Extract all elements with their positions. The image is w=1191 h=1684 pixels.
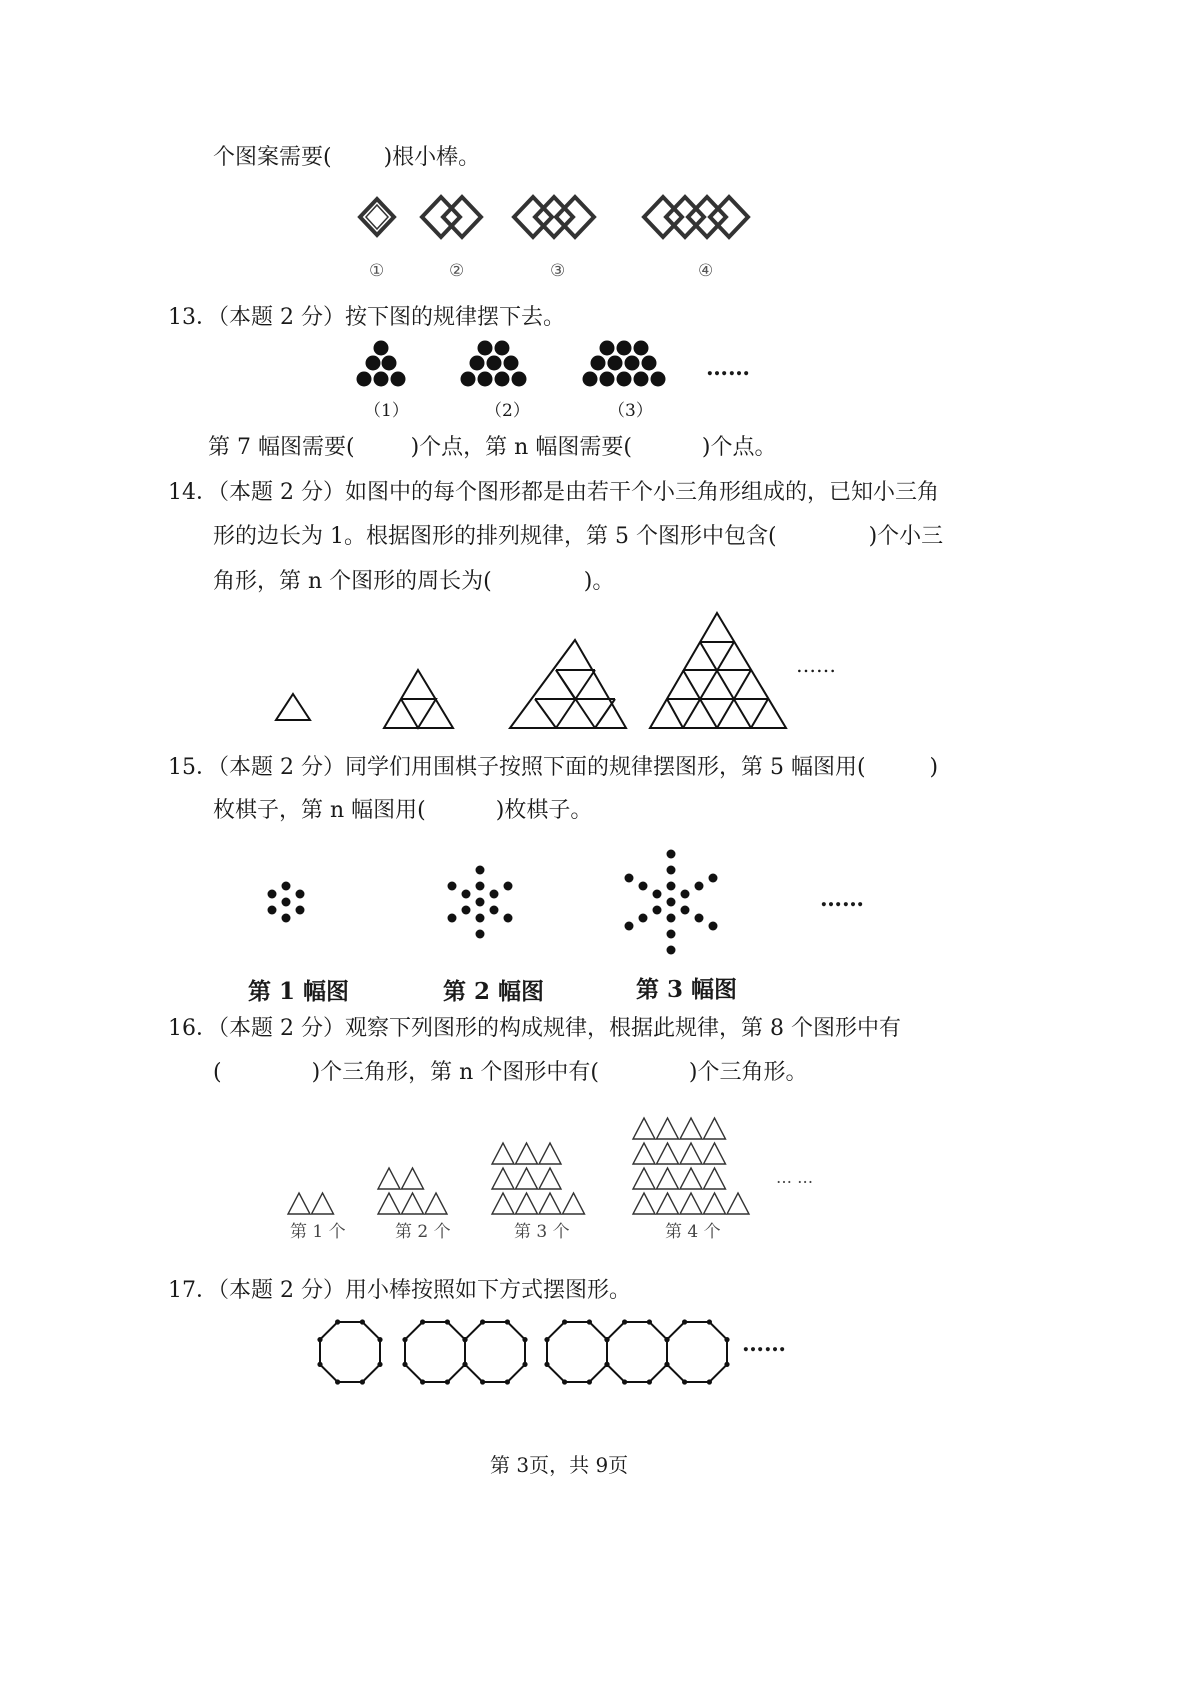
- q17-octagon-figures: [300, 1310, 740, 1390]
- q14-figure-4: [650, 613, 786, 728]
- q12-caption-3: ③: [550, 261, 566, 281]
- q16-small-triangle: [727, 1193, 749, 1214]
- q17-joint-dot: [360, 1379, 365, 1384]
- q14-figure-3: [510, 640, 626, 728]
- q17-joint-dot: [505, 1379, 510, 1384]
- q16-caption-4: 第 4 个: [665, 1222, 721, 1242]
- q13-stem: 13．（本题 2 分）按下图的规律摆下去。: [168, 305, 565, 330]
- q16-triangle-grids: [280, 1110, 780, 1220]
- q16-small-triangle: [539, 1168, 561, 1189]
- q12-caption-4: ④: [698, 261, 714, 281]
- q17-joint-dot: [462, 1362, 467, 1367]
- q16-small-triangle: [680, 1193, 702, 1214]
- q15-figure-1: [268, 882, 305, 923]
- q16-caption-1: 第 1 个: [290, 1222, 346, 1242]
- q12-figure-4: [644, 197, 748, 237]
- q16-line-2-a: (: [213, 1060, 222, 1085]
- q17-joint-dot: [377, 1362, 382, 1367]
- q17-joint-dot: [664, 1362, 669, 1367]
- q16-small-triangle: [657, 1168, 679, 1189]
- q17-joint-dot: [622, 1319, 627, 1324]
- q17-octagon: [320, 1322, 380, 1382]
- q13-answer-a: 第 7 幅图需要(: [208, 435, 355, 460]
- q17-joint-dot: [335, 1319, 340, 1324]
- q17-figure-2: [402, 1319, 527, 1384]
- q16-small-triangle: [704, 1143, 726, 1164]
- q12-text-start: 个图案需要(: [213, 145, 332, 170]
- q12-diamond-figures: [340, 185, 800, 255]
- q16-figure-4: [633, 1118, 749, 1214]
- q16-small-triangle: [425, 1193, 447, 1214]
- q17-ellipsis: ……: [742, 1331, 786, 1357]
- q16-small-triangle: [516, 1143, 538, 1164]
- q15-figure-2: [448, 866, 513, 939]
- q16-caption-2: 第 2 个: [395, 1222, 451, 1242]
- q17-joint-dot: [480, 1319, 485, 1324]
- q12-figure-3: [514, 197, 594, 237]
- q17-joint-dot: [420, 1379, 425, 1384]
- q16-small-triangle: [704, 1118, 726, 1139]
- q15-ellipsis: ……: [820, 886, 864, 912]
- q16-small-triangle: [680, 1168, 702, 1189]
- q13-figure-2: [461, 341, 527, 387]
- q16-figure-1: [288, 1193, 334, 1214]
- q13-answer-b: )个点，第 n 幅图需要(: [410, 435, 632, 460]
- q16-small-triangle: [657, 1143, 679, 1164]
- q17-joint-dot: [562, 1379, 567, 1384]
- q17-joint-dot: [707, 1319, 712, 1324]
- q13-caption-1: （1）: [364, 401, 409, 421]
- q17-joint-dot: [622, 1379, 627, 1384]
- q17-joint-dot: [317, 1337, 322, 1342]
- q14-figure-1: [276, 694, 310, 720]
- q13-caption-3: （3）: [608, 401, 653, 421]
- q17-joint-dot: [505, 1319, 510, 1324]
- q12-text-end: )根小棒。: [383, 145, 481, 170]
- q17-figure-3: [544, 1319, 729, 1384]
- q13-answer-line: [208, 437, 777, 459]
- q13-figure-1: [357, 341, 406, 387]
- q16-small-triangle: [402, 1193, 424, 1214]
- q17-joint-dot: [445, 1319, 450, 1324]
- q15-line-2-a: 枚棋子，第 n 幅图用(: [213, 798, 426, 823]
- q15-caption-1: 第 1 幅图: [248, 978, 350, 1005]
- q17-joint-dot: [377, 1337, 382, 1342]
- q17-octagon: [547, 1322, 607, 1382]
- q17-joint-dot: [402, 1337, 407, 1342]
- q14-line-2-b: )个小三: [868, 524, 944, 549]
- q15-figure-3: [625, 850, 718, 955]
- q14-ellipsis: ……: [796, 653, 836, 677]
- q17-joint-dot: [462, 1337, 467, 1342]
- q12-figure-1: [360, 199, 394, 235]
- q16-small-triangle: [492, 1168, 514, 1189]
- q16-line-1: 16．（本题 2 分）观察下列图形的构成规律，根据此规律，第 8 个图形中有: [168, 1016, 901, 1041]
- q15-line-1-b: ): [929, 755, 939, 780]
- q16-caption-3: 第 3 个: [514, 1222, 570, 1242]
- q17-joint-dot: [480, 1379, 485, 1384]
- q16-small-triangle: [492, 1193, 514, 1214]
- q12-caption-2: ②: [449, 261, 465, 281]
- q16-small-triangle: [312, 1193, 334, 1214]
- q14-line-3-a: 角形，第 n 个图形的周长为(: [213, 569, 492, 594]
- q17-joint-dot: [724, 1362, 729, 1367]
- q15-caption-2: 第 2 幅图: [443, 978, 545, 1005]
- q16-small-triangle: [563, 1193, 585, 1214]
- q17-joint-dot: [335, 1379, 340, 1384]
- page-footer: 第 3页，共 9页: [490, 1453, 629, 1477]
- q15-line-1: [168, 757, 938, 779]
- q17-octagon: [667, 1322, 727, 1382]
- q16-small-triangle: [704, 1168, 726, 1189]
- q16-line-2: [213, 1062, 808, 1084]
- q13-figure-3: [583, 341, 666, 387]
- q14-figure-2: [384, 670, 453, 728]
- q13-ellipsis: ……: [706, 355, 750, 381]
- q17-joint-dot: [587, 1379, 592, 1384]
- q16-small-triangle: [492, 1143, 514, 1164]
- q17-joint-dot: [562, 1319, 567, 1324]
- q17-joint-dot: [587, 1319, 592, 1324]
- q17-octagon: [405, 1322, 465, 1382]
- q16-small-triangle: [288, 1193, 310, 1214]
- q17-joint-dot: [445, 1379, 450, 1384]
- q16-line-2-c: )个三角形。: [688, 1060, 808, 1085]
- q16-small-triangle: [680, 1143, 702, 1164]
- q17-joint-dot: [544, 1362, 549, 1367]
- q17-joint-dot: [682, 1379, 687, 1384]
- q17-figure-1: [317, 1319, 382, 1384]
- q15-line-1-a: 15．（本题 2 分）同学们用围棋子按照下面的规律摆图形，第 5 幅图用(: [168, 755, 866, 780]
- q15-line-2: [213, 800, 592, 822]
- q15-go-stone-figures: [250, 830, 890, 970]
- q16-small-triangle: [516, 1193, 538, 1214]
- q14-line-1: 14．（本题 2 分）如图中的每个图形都是由若干个小三角形组成的，已知小三角: [168, 480, 939, 505]
- q15-line-2-b: )枚棋子。: [495, 798, 593, 823]
- q17-joint-dot: [604, 1362, 609, 1367]
- q15-caption-3: 第 3 幅图: [636, 976, 738, 1003]
- q16-small-triangle: [680, 1118, 702, 1139]
- q17-joint-dot: [604, 1337, 609, 1342]
- q16-small-triangle: [402, 1168, 424, 1189]
- q16-small-triangle: [516, 1168, 538, 1189]
- q13-caption-2: （2）: [485, 401, 530, 421]
- q17-joint-dot: [402, 1362, 407, 1367]
- q12-caption-1: ①: [369, 261, 385, 281]
- q17-joint-dot: [647, 1319, 652, 1324]
- q13-answer-c: )个点。: [701, 435, 777, 460]
- q14-triangle-figures: [270, 610, 830, 735]
- q17-joint-dot: [522, 1337, 527, 1342]
- q17-octagon: [607, 1322, 667, 1382]
- q12-figure-2: [422, 197, 481, 237]
- q17-joint-dot: [647, 1379, 652, 1384]
- q17-joint-dot: [317, 1362, 322, 1367]
- q14-line-3: [213, 571, 614, 593]
- q14-line-2-a: 形的边长为 1。根据图形的排列规律，第 5 个图形中包含(: [213, 524, 777, 549]
- q17-stem: 17．（本题 2 分）用小棒按照如下方式摆图形。: [168, 1278, 631, 1303]
- q16-small-triangle: [633, 1193, 655, 1214]
- q17-joint-dot: [707, 1379, 712, 1384]
- q17-joint-dot: [360, 1319, 365, 1324]
- q16-small-triangle: [539, 1143, 561, 1164]
- q16-small-triangle: [539, 1193, 561, 1214]
- q16-small-triangle: [378, 1193, 400, 1214]
- q16-figure-3: [492, 1143, 585, 1214]
- q17-joint-dot: [522, 1362, 527, 1367]
- q17-octagon: [465, 1322, 525, 1382]
- q16-small-triangle: [633, 1143, 655, 1164]
- q14-line-3-b: )。: [583, 569, 615, 594]
- q17-joint-dot: [420, 1319, 425, 1324]
- q16-small-triangle: [704, 1193, 726, 1214]
- q16-small-triangle: [633, 1118, 655, 1139]
- q16-ellipsis: … …: [776, 1168, 814, 1187]
- q16-small-triangle: [633, 1168, 655, 1189]
- q16-line-2-b: )个三角形，第 n 个图形中有(: [311, 1060, 599, 1085]
- q16-small-triangle: [657, 1118, 679, 1139]
- q16-small-triangle: [378, 1168, 400, 1189]
- q17-joint-dot: [664, 1337, 669, 1342]
- q12-text: [213, 147, 480, 169]
- q16-figure-2: [378, 1168, 447, 1214]
- q17-joint-dot: [724, 1337, 729, 1342]
- q17-joint-dot: [544, 1337, 549, 1342]
- q16-small-triangle: [657, 1193, 679, 1214]
- q14-line-2: [213, 526, 943, 548]
- q17-joint-dot: [682, 1319, 687, 1324]
